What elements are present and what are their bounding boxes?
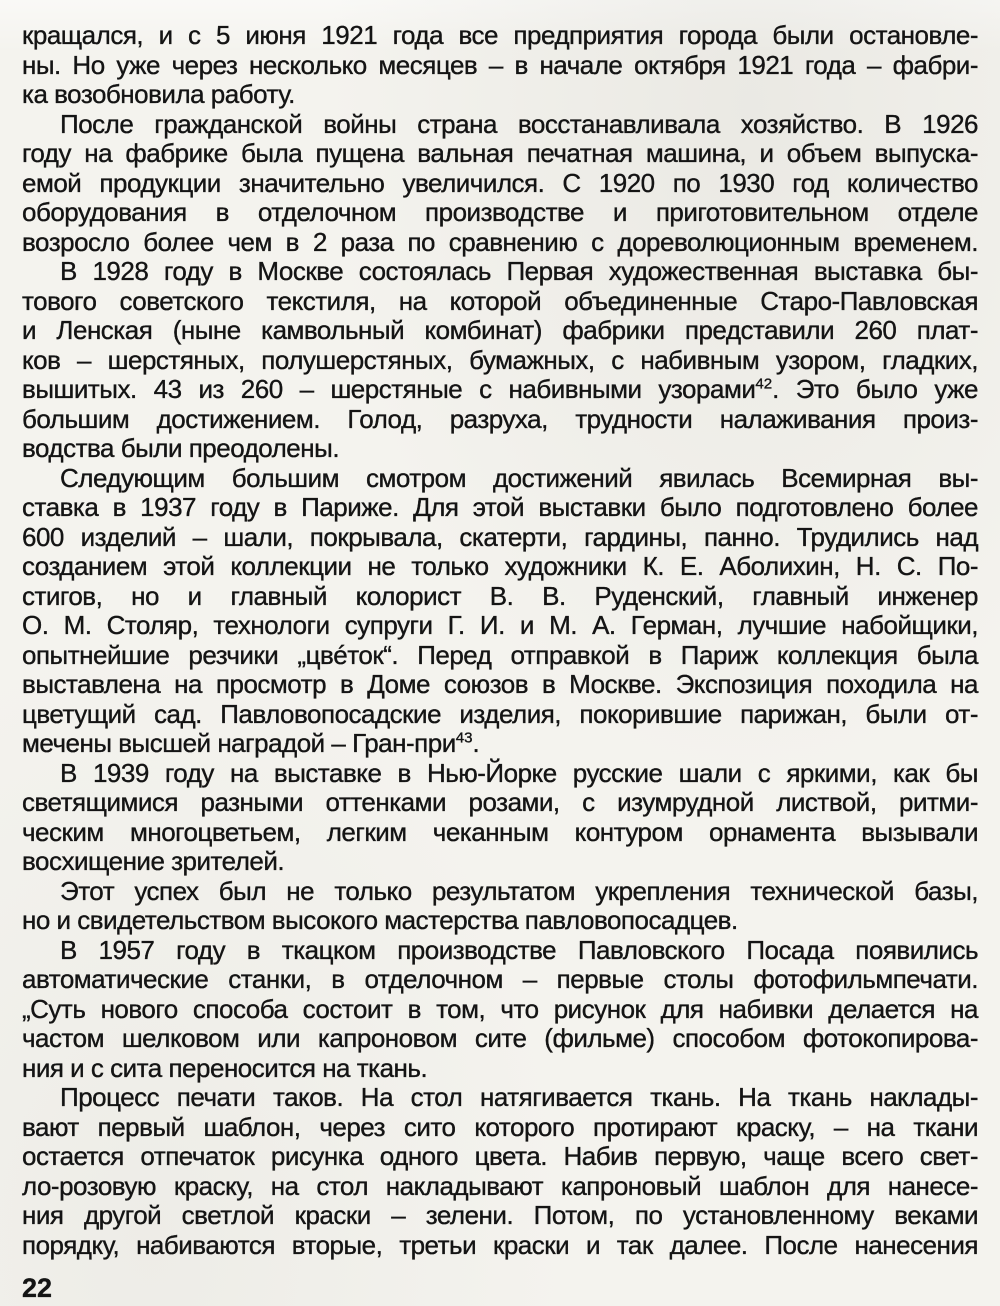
- text-segment: ния другой светлой краски – зелени. Потом, по установленному веками: [22, 1200, 978, 1230]
- text-segment: В 1939 году на выставке в Нью-Йорке русские шали с яркими, как бы: [60, 757, 978, 788]
- text-line: [22, 51, 978, 81]
- text-segment: выставлена на просмотр в Доме союзов в Москве. Экспозиция походила на: [22, 669, 978, 699]
- text-segment: Процесс печати таков. На стол натягивается ткань. На ткань наклады-: [60, 1082, 978, 1112]
- paragraph: [22, 759, 978, 877]
- text-segment: большим достижением. Голод, разруха, трудности налаживания произ-: [22, 403, 978, 434]
- text-segment: автоматические станки, в отделочном – первые столы фотофильмпечати.: [22, 964, 978, 994]
- text-line: [22, 670, 978, 700]
- text-line: [22, 346, 978, 376]
- text-segment: возросло более чем в 2 раза по сравнению с дореволюционным временем.: [22, 226, 978, 257]
- text-segment: вышитых. 43 из 260 – шерстяные с набивными узорами: [22, 374, 756, 404]
- text-segment: В 1928 году в Москве состоялась Первая художественная выставка бы-: [60, 256, 978, 286]
- text-line: [22, 228, 978, 258]
- text-line: [22, 1024, 978, 1054]
- text-line: [22, 1054, 978, 1084]
- text-line: [22, 198, 978, 228]
- text-line: [22, 582, 978, 612]
- text-line: [22, 80, 978, 110]
- text-line: [22, 729, 978, 759]
- text-line: [22, 1201, 978, 1231]
- text-segment: Следующим большим смотром достижений явилась Всемирная вы-: [60, 462, 978, 493]
- paragraph: [22, 936, 978, 1084]
- text-line: [22, 1142, 978, 1172]
- text-line: [22, 759, 978, 789]
- paragraph: [22, 257, 978, 464]
- text-line: [22, 995, 978, 1025]
- text-segment: ло-розовую краску, на стол накладывают капроновый шаблон для нанесе-: [22, 1170, 978, 1201]
- text-line: [22, 287, 978, 317]
- paragraph: [22, 21, 978, 110]
- text-segment: .: [472, 728, 480, 758]
- text-segment: цветущий сад. Павловопосадские изделия, покорившие парижан, были от-: [22, 698, 978, 729]
- text-line: [22, 641, 978, 671]
- text-line: [22, 965, 978, 995]
- text-segment: вают первый шаблон, через сито которого протирают краску, – на ткани: [22, 1111, 978, 1142]
- paragraph: [22, 464, 978, 759]
- text-segment: 600 изделий – шали, покрывала, скатерти, гардины, панно. Трудились над: [22, 521, 978, 552]
- text-line: [22, 552, 978, 582]
- text-segment: ка возобновила работу.: [22, 79, 295, 109]
- text-line: [22, 21, 978, 51]
- text-line: [22, 611, 978, 641]
- text-segment: ния и с сита переносится на ткань.: [22, 1052, 428, 1083]
- text-line: [22, 139, 978, 169]
- text-segment: кращался, и с 5 июня 1921 года все предприятия города были остановле-: [22, 20, 978, 50]
- text-segment: ны. Но уже через несколько месяцев – в начале октября 1921 года – фабри-: [22, 49, 978, 80]
- text-segment: светящимися разными оттенками розами, с изумрудной листвой, ритми-: [22, 787, 978, 817]
- text-line: [22, 877, 978, 907]
- text-line: [22, 1083, 978, 1113]
- text-line: [22, 523, 978, 553]
- text-segment: восхищение зрителей.: [22, 846, 285, 876]
- text-segment: емой продукции значительно увеличился. С 1920 по 1930 год количество: [22, 167, 978, 198]
- paragraph: [22, 110, 978, 258]
- footnote-marker: 42: [755, 375, 773, 393]
- text-segment: году на фабрике была пущена вальная печатная машина, и объем выпуска-: [22, 138, 978, 168]
- text-segment: тового советского текстиля, на которой объединенные Старо-Павловская: [22, 285, 978, 316]
- text-segment: ческим многоцветьем, легким чеканным контуром орнамента вызывали: [22, 816, 978, 847]
- text-segment: частом шелковом или капроновом сите (фильме) способом фотокопирова-: [22, 1023, 978, 1053]
- text-line: [22, 375, 978, 405]
- text-line: [22, 1113, 978, 1143]
- text-segment: стигов, но и главный колорист В. В. Руденский, главный инженер: [22, 580, 978, 611]
- page-number: 22: [22, 1273, 53, 1303]
- text-segment: мечены высшей наградой – Гран-при: [22, 728, 456, 758]
- text-line: [22, 788, 978, 818]
- text-segment: опытнейшие резчики „цвéток“. Перед отправкой в Париж коллекция была: [22, 639, 978, 670]
- text-segment: После гражданской войны страна восстанавливала хозяйство. В 1926: [60, 108, 978, 139]
- text-segment: „Суть нового способа состоит в том, что рисунок для набивки делается на: [22, 993, 978, 1024]
- text-line: [22, 818, 978, 848]
- paragraph: [22, 1083, 978, 1260]
- text-segment: водства были преодолены.: [22, 433, 340, 463]
- text-line: [22, 847, 978, 877]
- text-line: [22, 434, 978, 464]
- text-line: [22, 405, 978, 435]
- text-line: [22, 1231, 978, 1261]
- text-segment: О. М. Столяр, технологи супруги Г. И. и М. А. Герман, лучшие набойщики,: [22, 610, 978, 640]
- text-segment: . Это было уже: [772, 374, 978, 404]
- text-line: [22, 316, 978, 346]
- text-line: [22, 906, 978, 936]
- text-line: [22, 1172, 978, 1202]
- text-line: [22, 169, 978, 199]
- text-line: [22, 493, 978, 523]
- text-segment: остается отпечаток рисунка одного цвета. Набив первую, чаще всего свет-: [22, 1141, 978, 1171]
- text-segment: и Ленская (ныне камвольный комбинат) фабрики представили 260 плат-: [22, 315, 978, 345]
- text-line: [22, 700, 978, 730]
- paragraph: [22, 877, 978, 936]
- page-text: [22, 21, 978, 1260]
- text-line: [22, 110, 978, 140]
- text-segment: ков – шерстяных, полушерстяных, бумажных, с набивным узором, гладких,: [22, 344, 978, 375]
- text-segment: В 1957 году в ткацком производстве Павловского Посада появились: [60, 934, 978, 965]
- text-segment: порядку, набиваются вторые, третьи краски и так далее. После нанесения: [22, 1229, 978, 1260]
- text-line: [22, 257, 978, 287]
- text-line: [22, 936, 978, 966]
- text-segment: но и свидетельством высокого мастерства павловопосадцев.: [22, 905, 738, 935]
- text-segment: созданием этой коллекции не только художники К. Е. Аболихин, Н. С. По-: [22, 551, 978, 581]
- text-segment: оборудования в отделочном производстве и приготовительном отделе: [22, 197, 978, 227]
- text-segment: Этот успех был не только результатом укрепления технической базы,: [60, 875, 978, 906]
- footnote-marker: 43: [455, 729, 473, 747]
- text-line: [22, 464, 978, 494]
- text-segment: ставка в 1937 году в Париже. Для этой выставки было подготовлено более: [22, 492, 978, 522]
